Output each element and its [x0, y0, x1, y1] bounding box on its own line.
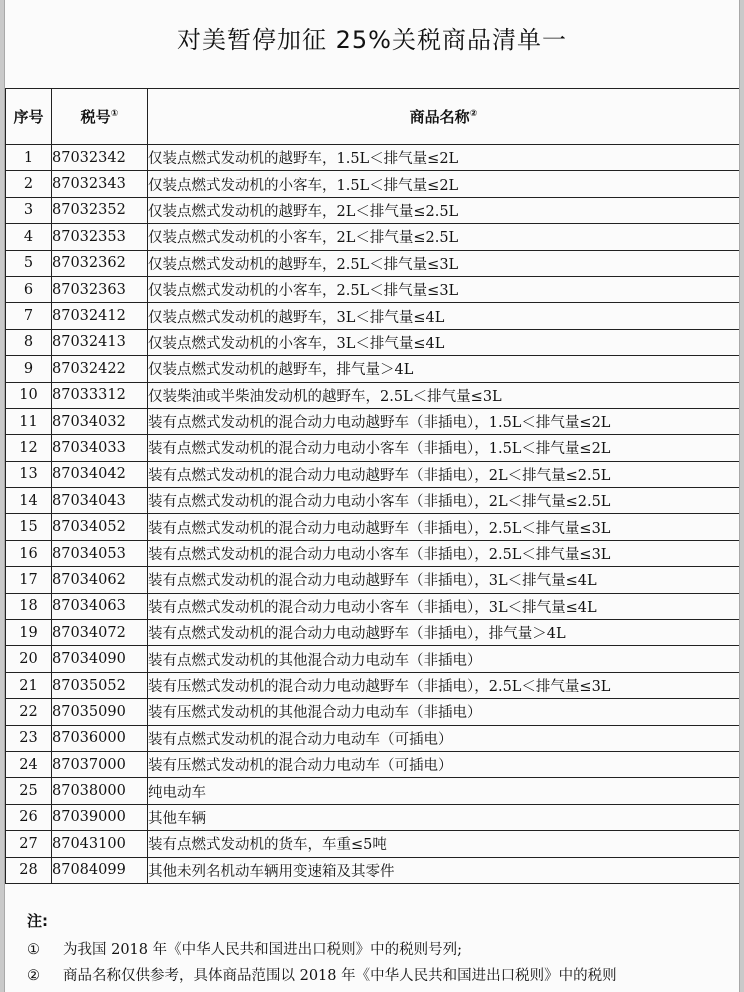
row-index: 9	[6, 356, 52, 382]
row-product-name: 仅装点燃式发动机的越野车，3L＜排气量≤4L	[148, 303, 740, 329]
row-tax-code: 87036000	[52, 725, 148, 751]
table-row	[6, 725, 740, 751]
header-index: 序号	[6, 89, 52, 145]
table-row	[6, 303, 740, 329]
notes-label: 注:	[27, 912, 48, 930]
table-row	[6, 461, 740, 487]
footnote-mark: ①	[110, 109, 119, 119]
row-index: 7	[6, 303, 52, 329]
row-index: 10	[6, 382, 52, 408]
note-item	[27, 937, 727, 963]
row-index: 8	[6, 329, 52, 355]
row-index: 6	[6, 276, 52, 302]
row-product-name: 仅装点燃式发动机的小客车，2.5L＜排气量≤3L	[148, 276, 740, 302]
notes-section	[27, 910, 727, 989]
note-mark: ①	[27, 942, 40, 958]
row-index: 16	[6, 540, 52, 566]
table-row	[6, 488, 740, 514]
table-row	[6, 831, 740, 857]
table-row	[6, 171, 740, 197]
row-index: 20	[6, 646, 52, 672]
table-row	[6, 356, 740, 382]
row-product-name: 仅装点燃式发动机的越野车，2.5L＜排气量≤3L	[148, 250, 740, 276]
header-product-name: 商品名称②	[148, 89, 740, 145]
row-product-name: 装有点燃式发动机的混合动力电动小客车（非插电），2L＜排气量≤2.5L	[148, 488, 740, 514]
row-product-name: 装有点燃式发动机的混合动力电动车（可插电）	[148, 725, 740, 751]
row-product-name: 装有压燃式发动机的混合动力电动车（可插电）	[148, 751, 740, 777]
row-product-name: 装有点燃式发动机的混合动力电动小客车（非插电），3L＜排气量≤4L	[148, 593, 740, 619]
row-product-name: 装有点燃式发动机的混合动力电动小客车（非插电），1.5L＜排气量≤2L	[148, 435, 740, 461]
note-text: 商品名称仅供参考，具体商品范围以 2018 年《中华人民共和国进出口税则》中的税则	[63, 968, 617, 984]
row-product-name: 仅装点燃式发动机的越野车，1.5L＜排气量≤2L	[148, 145, 740, 171]
row-product-name: 其他未列名机动车辆用变速箱及其零件	[148, 857, 740, 883]
row-product-name: 装有点燃式发动机的混合动力电动越野车（非插电），1.5L＜排气量≤2L	[148, 408, 740, 434]
row-product-name: 仅装点燃式发动机的小客车，2L＜排气量≤2.5L	[148, 224, 740, 250]
row-index: 18	[6, 593, 52, 619]
row-product-name: 装有点燃式发动机的混合动力电动越野车（非插电），2L＜排气量≤2.5L	[148, 461, 740, 487]
row-product-name: 装有点燃式发动机的混合动力电动小客车（非插电），2.5L＜排气量≤3L	[148, 540, 740, 566]
row-index: 2	[6, 171, 52, 197]
row-product-name: 仅装柴油或半柴油发动机的越野车，2.5L＜排气量≤3L	[148, 382, 740, 408]
row-tax-code: 87034063	[52, 593, 148, 619]
row-index: 22	[6, 699, 52, 725]
row-product-name: 装有点燃式发动机的其他混合动力电动车（非插电）	[148, 646, 740, 672]
document-page	[5, 0, 739, 992]
row-index: 28	[6, 857, 52, 883]
row-tax-code: 87043100	[52, 831, 148, 857]
row-tax-code: 87034090	[52, 646, 148, 672]
row-tax-code: 87032422	[52, 356, 148, 382]
table-row	[6, 276, 740, 302]
row-tax-code: 87034043	[52, 488, 148, 514]
row-tax-code: 87032352	[52, 197, 148, 223]
row-index: 26	[6, 804, 52, 830]
row-tax-code: 87032363	[52, 276, 148, 302]
row-tax-code: 87034052	[52, 514, 148, 540]
row-index: 3	[6, 197, 52, 223]
row-index: 27	[6, 831, 52, 857]
row-index: 14	[6, 488, 52, 514]
row-product-name: 装有压燃式发动机的其他混合动力电动车（非插电）	[148, 699, 740, 725]
row-tax-code: 87037000	[52, 751, 148, 777]
table-row	[6, 382, 740, 408]
table-row	[6, 224, 740, 250]
row-index: 19	[6, 620, 52, 646]
row-product-name: 装有点燃式发动机的混合动力电动越野车（非插电），2.5L＜排气量≤3L	[148, 514, 740, 540]
table-row	[6, 408, 740, 434]
row-index: 11	[6, 408, 52, 434]
table-row	[6, 646, 740, 672]
table-row	[6, 514, 740, 540]
row-tax-code: 87084099	[52, 857, 148, 883]
table-row	[6, 620, 740, 646]
row-product-name: 仅装点燃式发动机的小客车，3L＜排气量≤4L	[148, 329, 740, 355]
row-product-name: 装有压燃式发动机的混合动力电动越野车（非插电），2.5L＜排气量≤3L	[148, 672, 740, 698]
row-index: 13	[6, 461, 52, 487]
table-row	[6, 593, 740, 619]
row-tax-code: 87034042	[52, 461, 148, 487]
row-tax-code: 87034062	[52, 567, 148, 593]
row-index: 4	[6, 224, 52, 250]
table-row	[6, 699, 740, 725]
table-row	[6, 540, 740, 566]
row-tax-code: 87032342	[52, 145, 148, 171]
header-tax-code: 税号①	[52, 89, 148, 145]
row-tax-code: 87034053	[52, 540, 148, 566]
row-index: 23	[6, 725, 52, 751]
table-row	[6, 329, 740, 355]
row-product-name: 仅装点燃式发动机的越野车，2L＜排气量≤2.5L	[148, 197, 740, 223]
row-tax-code: 87032412	[52, 303, 148, 329]
note-mark: ②	[27, 968, 40, 984]
table-row	[6, 567, 740, 593]
row-product-name: 仅装点燃式发动机的小客车，1.5L＜排气量≤2L	[148, 171, 740, 197]
row-tax-code: 87034072	[52, 620, 148, 646]
table-row	[6, 672, 740, 698]
table-row	[6, 250, 740, 276]
row-index: 21	[6, 672, 52, 698]
table-body	[6, 145, 740, 884]
row-tax-code: 87039000	[52, 804, 148, 830]
document-title: 对美暂停加征 25%关税商品清单一	[177, 26, 567, 54]
row-tax-code: 87034032	[52, 408, 148, 434]
row-product-name: 纯电动车	[148, 778, 740, 804]
row-tax-code: 87032362	[52, 250, 148, 276]
table-row	[6, 778, 740, 804]
row-index: 17	[6, 567, 52, 593]
row-index: 24	[6, 751, 52, 777]
row-index: 25	[6, 778, 52, 804]
row-index: 1	[6, 145, 52, 171]
row-tax-code: 87033312	[52, 382, 148, 408]
row-tax-code: 87038000	[52, 778, 148, 804]
table-row	[6, 857, 740, 883]
row-index: 5	[6, 250, 52, 276]
row-product-name: 装有点燃式发动机的混合动力电动越野车（非插电），3L＜排气量≤4L	[148, 567, 740, 593]
row-product-name: 装有点燃式发动机的混合动力电动越野车（非插电），排气量＞4L	[148, 620, 740, 646]
row-product-name: 其他车辆	[148, 804, 740, 830]
table-row	[6, 751, 740, 777]
table-row	[6, 145, 740, 171]
row-product-name: 装有点燃式发动机的货车，车重≤5吨	[148, 831, 740, 857]
row-tax-code: 87032413	[52, 329, 148, 355]
footnote-mark: ②	[469, 109, 478, 119]
row-tax-code: 87032343	[52, 171, 148, 197]
row-index: 15	[6, 514, 52, 540]
row-product-name: 仅装点燃式发动机的越野车，排气量＞4L	[148, 356, 740, 382]
table-header-row	[6, 89, 740, 145]
row-tax-code: 87035090	[52, 699, 148, 725]
table-row	[6, 197, 740, 223]
row-tax-code: 87034033	[52, 435, 148, 461]
tariff-list-table	[5, 88, 739, 884]
row-tax-code: 87032353	[52, 224, 148, 250]
table-row	[6, 435, 740, 461]
note-item	[27, 963, 727, 989]
row-index: 12	[6, 435, 52, 461]
table-row	[6, 804, 740, 830]
row-tax-code: 87035052	[52, 672, 148, 698]
note-text: 为我国 2018 年《中华人民共和国进出口税则》中的税则号列;	[63, 942, 463, 958]
